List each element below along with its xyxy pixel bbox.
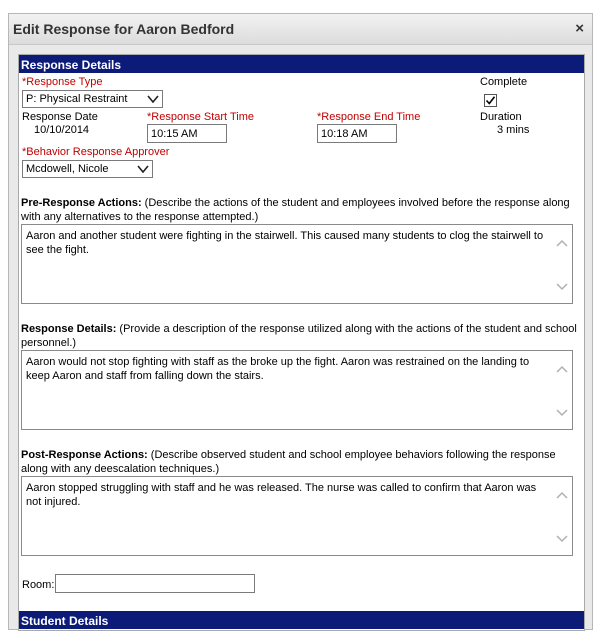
post-response-hint: (Describe observed student and school employee behaviors following the response along with any deescalation techniques.) [21, 449, 556, 475]
response-description [21, 322, 583, 350]
form-panel [18, 54, 585, 631]
complete-label: Complete [480, 76, 528, 88]
response-details-header: Response Details [19, 55, 584, 73]
start-time-label: *Response Start Time [147, 111, 254, 123]
post-response-label: Post-Response Actions: [21, 449, 148, 461]
response-text: Aaron would not stop fighting with staff as the broke up the fight. Aaron was restrained on the landing to keep Aaron and staff from falling down the stairs. [26, 356, 530, 382]
room-label: Room: [22, 579, 55, 591]
dialog-title: Edit Response for Aaron Bedford [13, 21, 235, 37]
pre-response-textarea[interactable] [21, 224, 573, 304]
approver-label: *Behavior Response Approver [22, 146, 170, 158]
start-time-input[interactable]: 10:15 AM [147, 124, 227, 143]
room-input[interactable] [55, 574, 255, 593]
response-type-value: P: Physical Restraint [26, 93, 128, 105]
pre-response-description [21, 196, 583, 224]
scroll-arrows-icon[interactable] [556, 239, 568, 291]
post-response-text: Aaron stopped struggling with staff and he was released. The nurse was called to confirm that Aaron was not injured. [26, 482, 537, 508]
pre-response-hint: (Describe the actions of the student and employees involved before the response along with any alternatives to the response attempted.) [21, 197, 570, 223]
checkmark-icon [485, 95, 496, 106]
duration-value: 3 mins [497, 124, 530, 136]
approver-value: Mcdowell, Nicole [26, 163, 109, 175]
pre-response-text: Aaron and another student were fighting in the stairwell. This caused many students to clog the stairwell to see the fight. [26, 230, 544, 256]
response-textarea[interactable] [21, 350, 573, 430]
response-hint: (Provide a description of the response utilized along with the actions of the student and school personnel.) [21, 323, 577, 349]
scroll-arrows-icon[interactable] [556, 365, 568, 417]
response-type-select[interactable] [22, 90, 163, 108]
scroll-arrows-icon[interactable] [556, 491, 568, 543]
student-details-header: Student Details [19, 611, 584, 629]
post-response-textarea[interactable] [21, 476, 573, 556]
close-icon[interactable]: × [575, 20, 584, 37]
chevron-down-icon [147, 91, 159, 107]
complete-checkbox[interactable] [484, 94, 497, 107]
end-time-input[interactable]: 10:18 AM [317, 124, 397, 143]
response-date-value: 10/10/2014 [34, 124, 90, 136]
end-time-label: *Response End Time [317, 111, 421, 123]
duration-label: Duration [480, 111, 522, 123]
edit-response-dialog [8, 13, 593, 630]
post-response-description [21, 448, 583, 476]
chevron-down-icon [137, 161, 149, 177]
response-type-label: *Response Type [22, 76, 103, 88]
dialog-titlebar [9, 14, 592, 45]
response-label: Response Details: [21, 323, 117, 335]
pre-response-label: Pre-Response Actions: [21, 197, 142, 209]
response-date-label: Response Date [22, 111, 98, 123]
approver-select[interactable] [22, 160, 153, 178]
